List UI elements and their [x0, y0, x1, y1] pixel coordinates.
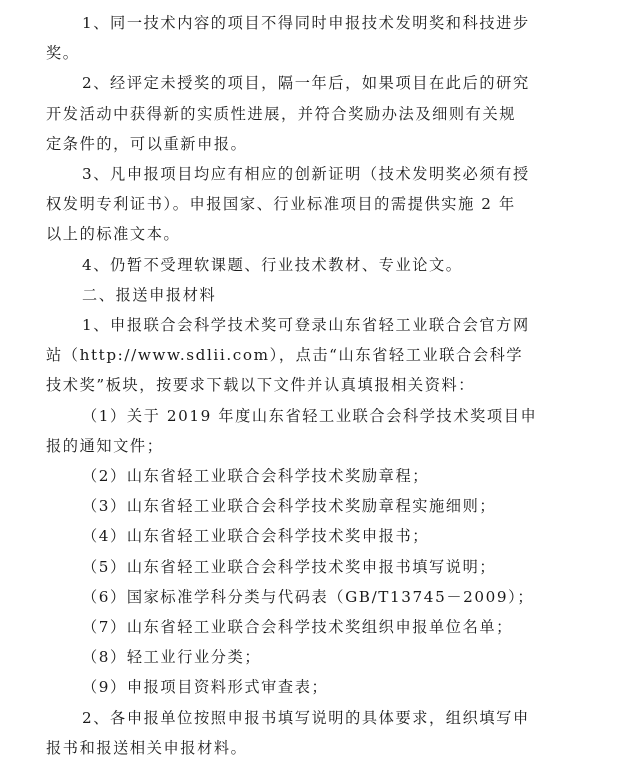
file-9: （9）申报项目资料形式审查表；: [82, 678, 329, 697]
file-7: （7）山东省轻工业联合会科学技术奖组织申报单位名单；: [82, 618, 513, 636]
item-2-line-2: 报书和报送相关申报材料。: [46, 738, 248, 757]
file-6: （6）国家标准学科分类与代码表（GB/T13745－2009）；: [82, 587, 535, 606]
file-5: （5）山东省轻工业联合会科学技术奖申报书填写说明；: [82, 557, 497, 576]
file-2: （2）山东省轻工业联合会科学技术奖励章程；: [82, 467, 430, 485]
rule-1-line-1: 1、同一技术内容的项目不得同时申报技术发明奖和科技进步: [82, 14, 530, 32]
rule-3-line-2: 权发明专利证书）。申报国家、行业标准项目的需提供实施 2 年: [46, 195, 516, 214]
item-1-line-3: 技术奖”板块，按要求下载以下文件并认真填报相关资料：: [46, 376, 476, 395]
item-2-line-1: 2、各申报单位按照申报书填写说明的具体要求，组织填写申: [82, 708, 530, 727]
rule-2-line-3: 定条件的，可以重新申报。: [46, 134, 248, 153]
item-1-line-1: 1、申报联合会科学技术奖可登录山东省轻工业联合会官方网: [82, 316, 530, 334]
rule-3-line-1: 3、凡申报项目均应有相应的创新证明（技术发明奖必须有授: [82, 165, 530, 183]
file-1-line-2: 报的通知文件；: [46, 436, 164, 455]
rule-2-line-1: 2、经评定未授奖的项目，隔一年后，如果项目在此后的研究: [82, 74, 530, 93]
file-3: （3）山东省轻工业联合会科学技术奖励章程实施细则；: [82, 497, 497, 516]
rule-3-line-3: 以上的标准文本。: [46, 225, 181, 244]
file-8: （8）轻工业行业分类；: [82, 648, 262, 667]
rule-4-line-1: 4、仍暂不受理软课题、行业技术教材、专业论文。: [82, 255, 463, 274]
rule-2-line-2: 开发活动中获得新的实质性进展，并符合奖励办法及细则有关规: [46, 104, 517, 123]
rule-1-line-2: 奖。: [46, 44, 80, 63]
section-2-heading: 二、报送申报材料: [82, 285, 217, 304]
file-4: （4）山东省轻工业联合会科学技术奖申报书；: [82, 527, 430, 546]
item-1-line-2: 站（http://www.sdlii.com），点击“山东省轻工业联合会科学: [46, 346, 524, 365]
file-1-line-1: （1）关于 2019 年度山东省轻工业联合会科学技术奖项目申: [82, 406, 538, 425]
